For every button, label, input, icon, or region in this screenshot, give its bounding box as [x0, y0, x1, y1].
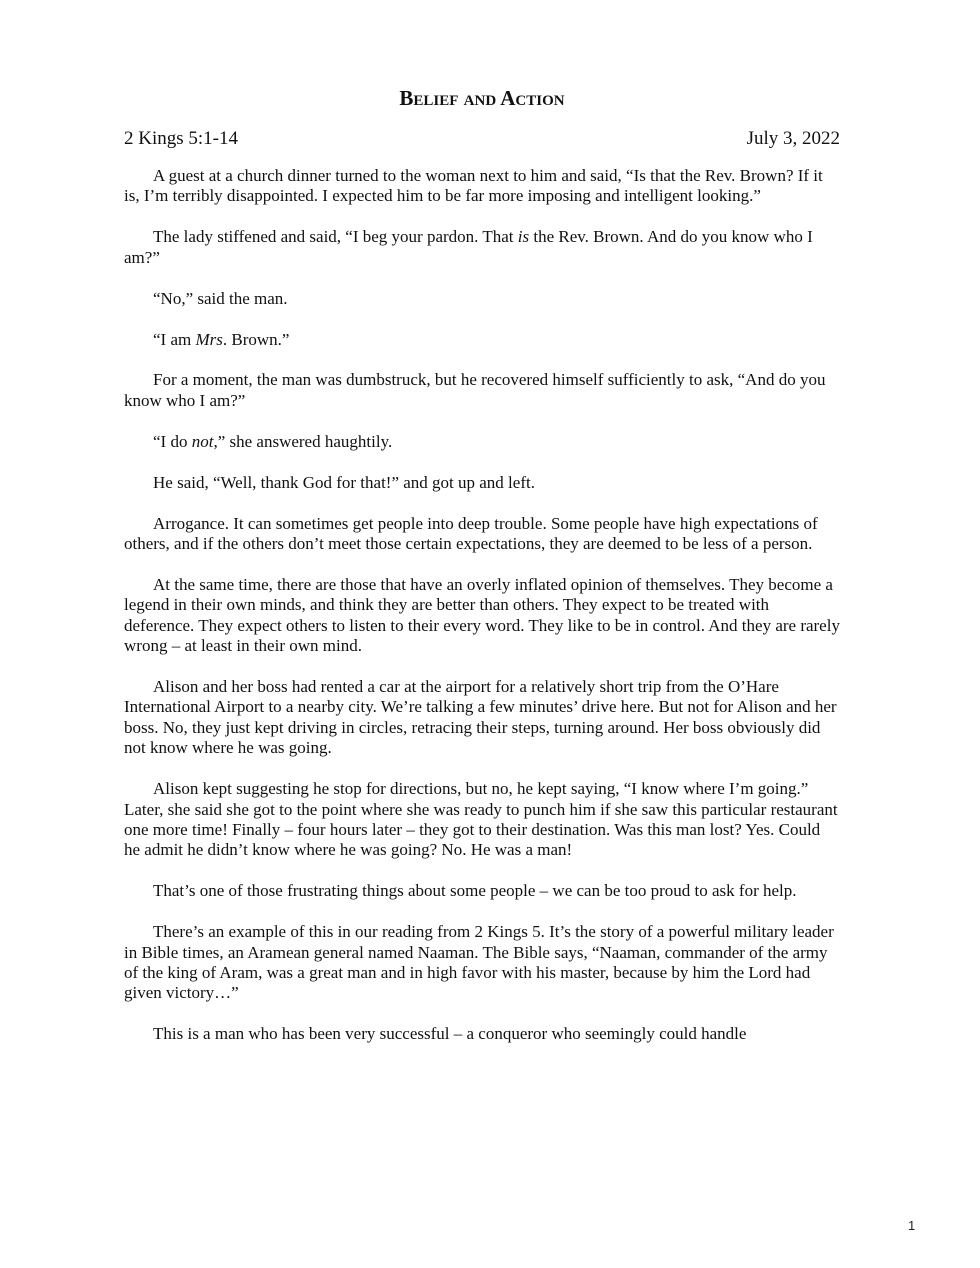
- paragraph-text: Alison kept suggesting he stop for directions, but no, he kept saying, “I know where I’m going.” Later, she said she got to the point where she was ready to punch him if she saw this particular restaurant one more time! Finally – four hours later – they got to their destination. Was this man lost? Yes. Could he admit he didn’t know where he was going? No. He was a man!: [124, 779, 838, 860]
- paragraph: [124, 779, 840, 861]
- page-title: Belief and Action: [399, 86, 565, 110]
- paragraph: [124, 677, 840, 759]
- paragraph-text: A guest at a church dinner turned to the woman next to him and said, “Is that the Rev. Brown? If it is, I’m terribly disappointed. I expected him to be far more imposing and intelligent looking.”: [124, 166, 823, 206]
- reference-row: [124, 128, 840, 150]
- document-page: [124, 84, 840, 1065]
- paragraph-text: For a moment, the man was dumbstruck, but he recovered himself sufficiently to ask, “And do you know who I am?”: [124, 370, 826, 410]
- sermon-body: [124, 166, 840, 1045]
- paragraph-text: ,” she answered haughtily.: [213, 431, 393, 451]
- paragraph: [124, 1024, 840, 1044]
- paragraph: [124, 514, 840, 555]
- paragraph: [124, 473, 840, 493]
- italic-text: is: [517, 227, 530, 247]
- paragraph: [124, 575, 840, 657]
- paragraph: [124, 166, 840, 207]
- paragraph-text: The lady stiffened and said, “I beg your pardon. That: [153, 227, 518, 247]
- paragraph-text: “I do: [153, 431, 192, 451]
- page-number: 1: [908, 1218, 916, 1233]
- paragraph: [124, 330, 840, 350]
- paragraph-text: He said, “Well, thank God for that!” and got up and left.: [153, 472, 535, 492]
- paragraph-text: “I am: [153, 329, 196, 349]
- italic-text: Mrs: [195, 329, 223, 349]
- paragraph-text: That’s one of those frustrating things about some people – we can be too proud to ask for help.: [153, 881, 797, 901]
- paragraph: [124, 370, 840, 411]
- paragraph-text: . Brown.”: [222, 329, 290, 349]
- paragraph: [124, 432, 840, 452]
- scripture-reference: 2 Kings 5:1-14: [124, 128, 238, 149]
- paragraph: [124, 881, 840, 901]
- paragraph: [124, 227, 840, 268]
- paragraph-text: the Rev. Brown. And do you know who I am?”: [124, 227, 813, 267]
- sermon-date: July 3, 2022: [746, 128, 840, 149]
- italic-text: not: [191, 431, 214, 451]
- paragraph-text: Alison and her boss had rented a car at the airport for a relatively short trip from the O’Hare International Airport to a nearby city. We’re talking a few minutes’ drive here. But not for Alison and her boss. No, they just kept driving in circles, retracing their steps, turning around. Her boss obviously did not know where he was going.: [124, 677, 837, 758]
- paragraph-text: There’s an example of this in our reading from 2 Kings 5. It’s the story of a powerful military leader in Bible times, an Aramean general named Naaman. The Bible says, “Naaman, commander of the army of the king of Aram, was a great man and in high favor with his master, because by him the Lord had given victory…”: [124, 922, 834, 1003]
- paragraph-text: At the same time, there are those that have an overly inflated opinion of themselves. They become a legend in their own minds, and think they are better than others. They expect to be treated with deference. They expect others to listen to their every word. They like to be in control. And they are rarely wrong – at least in their own mind.: [124, 574, 840, 656]
- paragraph: [124, 289, 840, 309]
- paragraph-text: Arrogance. It can sometimes get people into deep trouble. Some people have high expectations of others, and if the others don’t meet those certain expectations, they are deemed to be less of a person.: [124, 513, 818, 553]
- paragraph-text: This is a man who has been very successful – a conqueror who seemingly could handle: [153, 1024, 747, 1044]
- paragraph: [124, 922, 840, 1004]
- paragraph-text: “No,” said the man.: [153, 288, 288, 308]
